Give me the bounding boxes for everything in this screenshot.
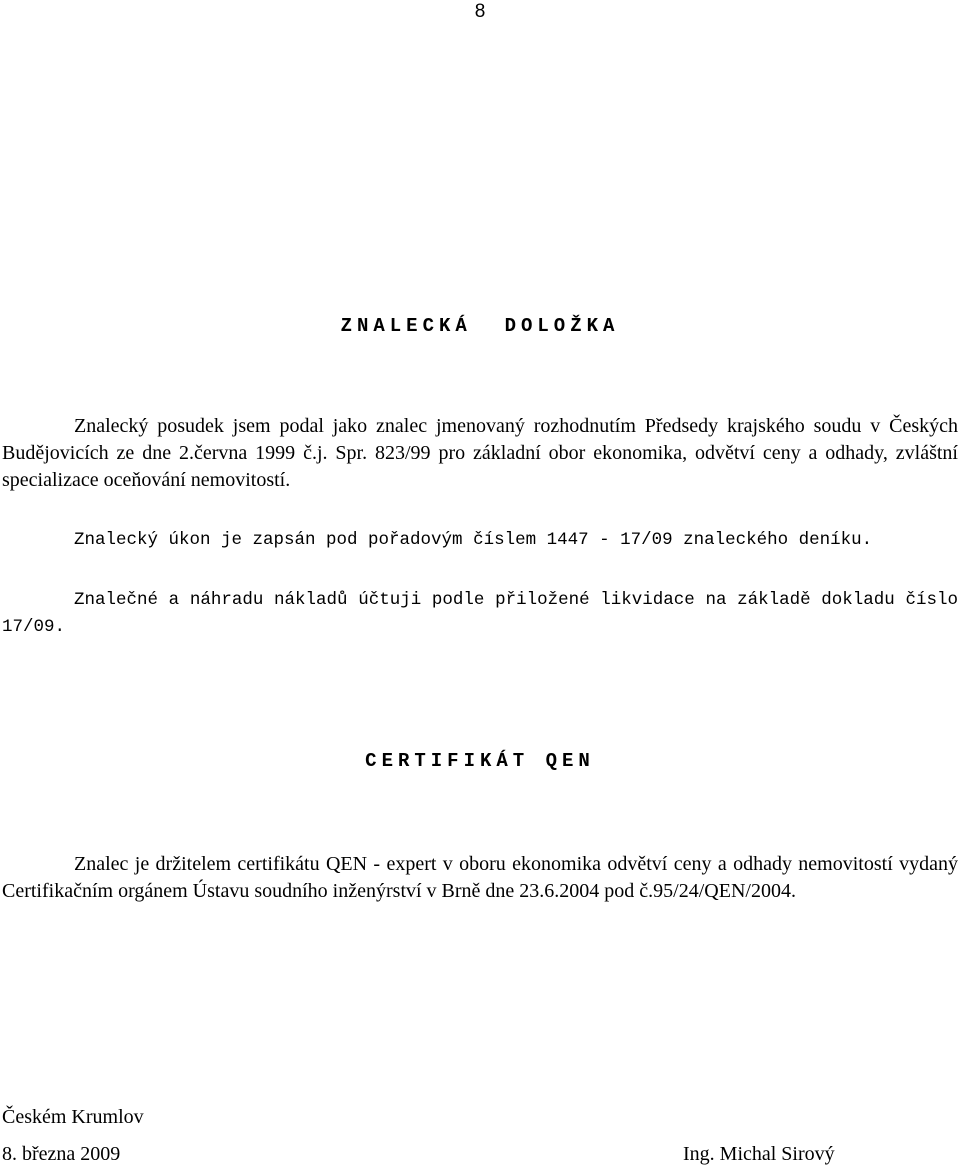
signature-date: 8. března 2009 [2,1143,121,1165]
fee-paragraph: Znalečné a náhradu nákladů účtuji podle přiložené likvidace na základě dokladu číslo 17/09. [2,590,958,637]
page-number: 8 [474,1,486,22]
certificate-heading: CERTIFIKÁT QEN [365,750,595,772]
signatory-name: Ing. Michal Sirový [683,1143,835,1165]
appointment-paragraph: Znalecký posudek jsem podal jako znalec jmenovaný rozhodnutím Předsedy krajského soudu v Českých Budějovicích ze dne 2.června 1999 č.j. Spr. 823/99 pro základní obor ekonomika, odvětví ceny a odhady, zvláštní specializace oceňování nemovitostí. [2,415,958,491]
expert-clause-heading: ZNALECKÁ DOLOŽKA [340,315,620,337]
certificate-paragraph: Znalec je držitelem certifikátu QEN - expert v oboru ekonomika odvětví ceny a odhady nemovitostí vydaný Certifikačním orgánem Ústavu soudního inženýrství v Brně dne 23.6.2004 pod č.95/24/QEN/2004. [2,853,958,902]
registry-paragraph: Znalecký úkon je zapsán pod pořadovým číslem 1447 - 17/09 znaleckého deníku. [74,530,873,550]
signature-place: Českém Krumlov [2,1106,144,1128]
